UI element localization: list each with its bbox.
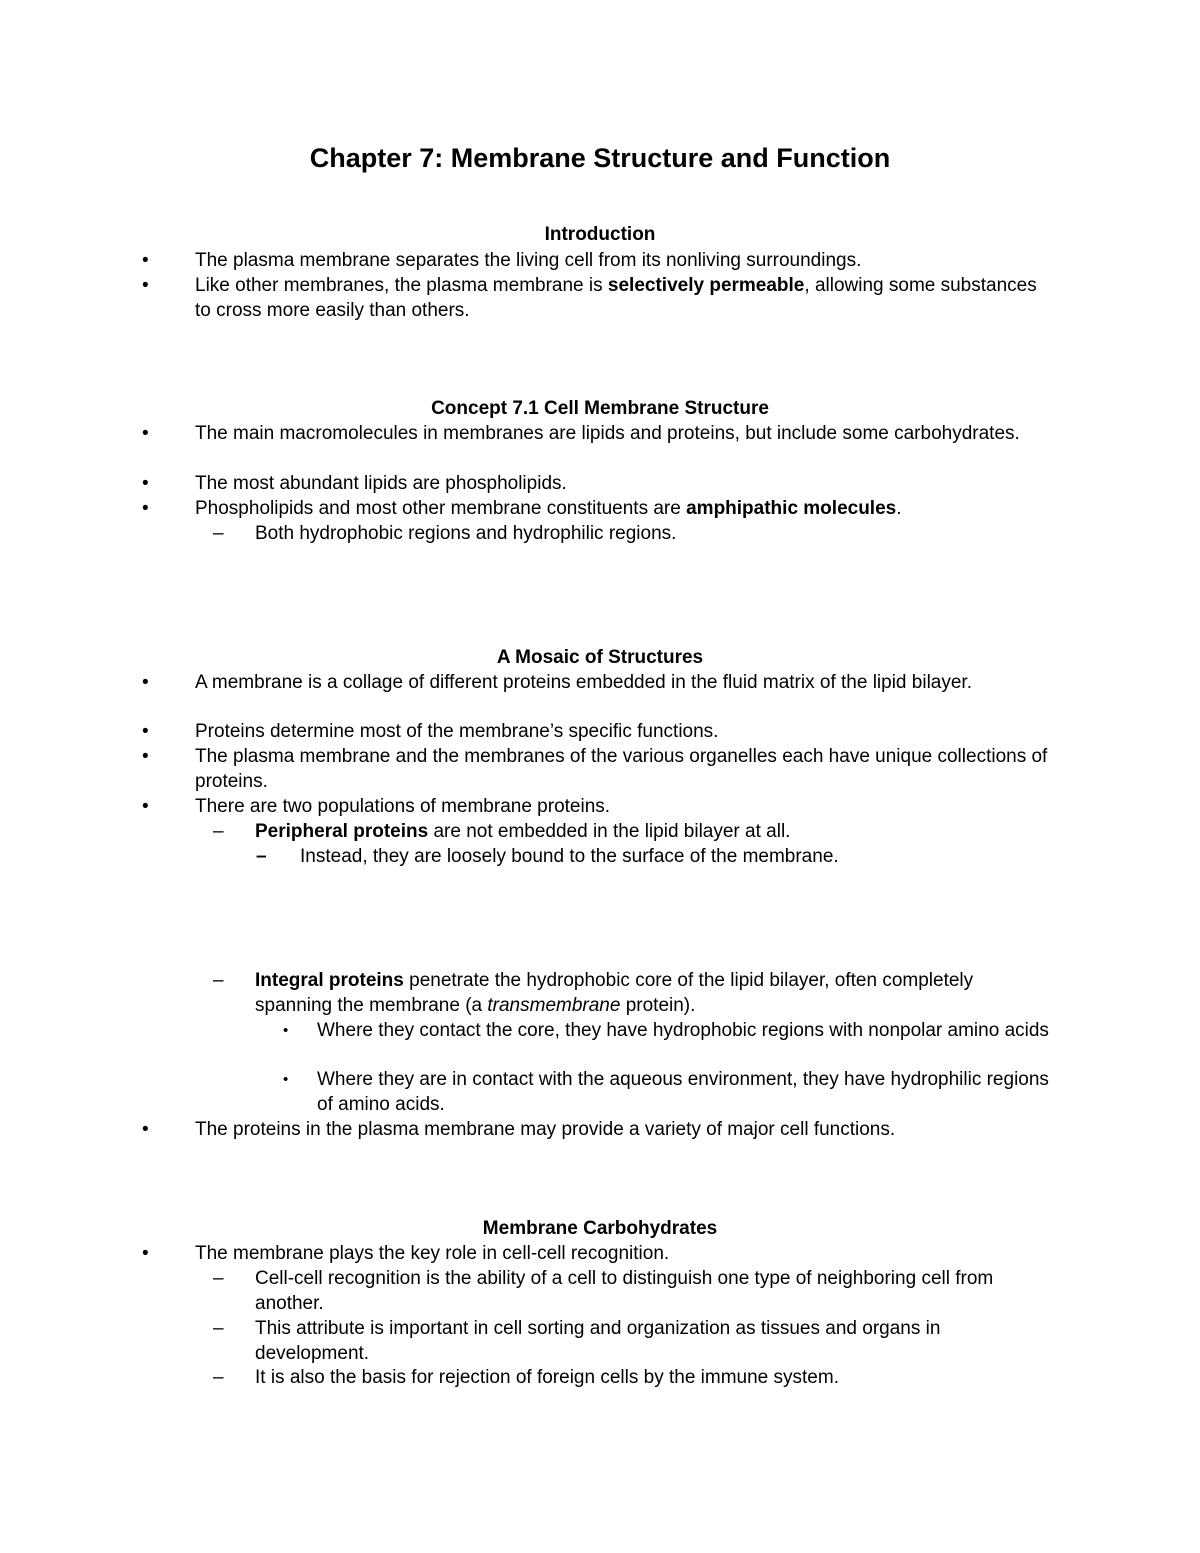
item-text: protein). (620, 994, 696, 1016)
section-heading-concept-7-1: Concept 7.1 Cell Membrane Structure (431, 398, 769, 419)
item-text: The plasma membrane separates the living cell from its nonliving surroundings. (195, 250, 862, 271)
bullet-marker: • (142, 473, 149, 494)
section-heading-introduction: Introduction (544, 224, 656, 245)
key-term: amphipathic molecules (686, 498, 897, 519)
sub-sub-list-item (256, 845, 1060, 870)
sub-list-item (213, 969, 1055, 1018)
sub-list-item (213, 820, 1055, 845)
list-item (142, 274, 1055, 323)
item-text: penetrate the hydrophobic core of the lipid bilayer, often completely spanning the membrane (a (255, 970, 974, 1016)
bullet-marker: • (142, 1243, 149, 1264)
item-text: Like other membranes, the plasma membrane is (195, 275, 608, 296)
sub-list-item (213, 1267, 1055, 1316)
sub-list-item (213, 522, 1055, 547)
italic-term: transmembrane (487, 994, 621, 1016)
sub-sub-list-item (283, 1019, 1057, 1044)
dash-marker: – (213, 1318, 224, 1339)
key-term: selectively permeable (607, 275, 805, 296)
key-term: Peripheral proteins (255, 821, 429, 842)
item-text: The proteins in the plasma membrane may provide a variety of major cell functions. (195, 1119, 896, 1140)
item-text: Phospholipids and most other membrane constituents are (195, 498, 687, 519)
bullet-marker: • (142, 250, 149, 271)
item-text: Where they contact the core, they have hydrophobic regions with nonpolar amino acids (317, 1020, 1049, 1041)
list-item (142, 1242, 1055, 1267)
list-item (142, 720, 1055, 745)
item-text: Instead, they are loosely bound to the surface of the membrane. (300, 846, 839, 867)
section-heading-mosaic-of-structures: A Mosaic of Structures (496, 647, 704, 668)
item-text: . (896, 498, 902, 519)
sub-list-item (213, 1317, 1055, 1366)
bullet-marker: • (142, 423, 149, 444)
section-heading-membrane-carbohydrates: Membrane Carbohydrates (482, 1218, 718, 1239)
item-text: There are two populations of membrane proteins. (195, 796, 611, 817)
list-item (142, 745, 1055, 794)
list-item (142, 249, 1055, 274)
list-item (142, 795, 1055, 820)
item-text: This attribute is important in cell sorting and organization as tissues and organs in development. (255, 1318, 941, 1364)
bullet-marker: • (142, 498, 149, 519)
bullet-marker: • (142, 275, 149, 296)
dash-marker: – (213, 1367, 224, 1388)
item-text: are not embedded in the lipid bilayer at all. (428, 821, 791, 842)
bullet-marker: • (142, 672, 149, 693)
bullet-marker: • (142, 796, 149, 817)
bullet-marker: • (142, 721, 149, 742)
item-text: The membrane plays the key role in cell-cell recognition. (195, 1243, 670, 1264)
dash-marker: – (213, 821, 224, 842)
item-text: The plasma membrane and the membranes of the various organelles each have unique collections of proteins. (195, 746, 1048, 792)
list-item (142, 671, 1055, 696)
bullet-marker: • (142, 1119, 149, 1140)
dash-marker: – (213, 970, 224, 991)
bullet-marker: • (283, 1022, 289, 1039)
bullet-marker: • (283, 1071, 289, 1088)
list-item (142, 422, 1055, 447)
sub-list-item (213, 1366, 1055, 1391)
item-text: Both hydrophobic regions and hydrophilic regions. (255, 523, 677, 544)
item-text: Cell-cell recognition is the ability of a cell to distinguish one type of neighboring cell from another. (255, 1268, 994, 1314)
document-title: Chapter 7: Membrane Structure and Function (309, 143, 891, 173)
list-item (142, 472, 1055, 497)
item-text: Proteins determine most of the membrane’s specific functions. (195, 721, 719, 742)
list-item (142, 497, 1055, 522)
item-text: It is also the basis for rejection of foreign cells by the immune system. (255, 1367, 839, 1388)
item-text: Where they are in contact with the aqueous environment, they have hydrophilic regions of amino acids. (317, 1069, 1049, 1115)
item-text: The most abundant lipids are phospholipids. (195, 473, 567, 494)
list-item (142, 1118, 1055, 1143)
item-text: A membrane is a collage of different proteins embedded in the fluid matrix of the lipid bilayer. (195, 672, 972, 693)
dash-marker: – (256, 846, 267, 867)
key-term: Integral proteins (255, 970, 404, 991)
item-text: The main macromolecules in membranes are lipids and proteins, but include some carbohydrates. (195, 423, 1020, 444)
bullet-marker: • (142, 746, 149, 767)
dash-marker: – (213, 1268, 224, 1289)
dash-marker: – (213, 523, 224, 544)
sub-sub-list-item (283, 1068, 1057, 1117)
item-text: , allowing some substances to cross more easily than others. (195, 275, 1037, 321)
